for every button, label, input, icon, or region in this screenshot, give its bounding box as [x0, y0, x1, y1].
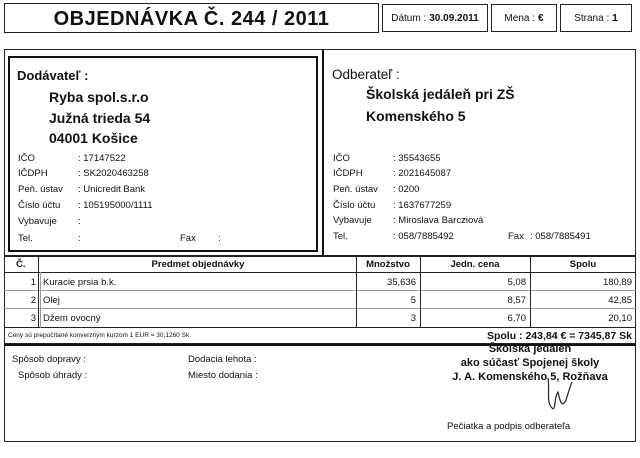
supplier-street: Južná trieda 54	[49, 110, 151, 126]
row-qty: 35,636	[386, 277, 416, 288]
row-qty: 3	[410, 313, 416, 324]
row-no: 2	[30, 295, 36, 306]
customer-heading: Odberateľ :	[332, 67, 400, 82]
page-box	[560, 4, 632, 32]
table-col-line	[40, 272, 41, 328]
supplier-heading: Dodávateľ :	[17, 68, 89, 83]
row-total: 180,89	[602, 277, 632, 288]
page-value: 1	[612, 12, 618, 24]
row-item: Kuracie prsia b.k.	[43, 277, 117, 288]
supplier-name: Ryba spol.s.r.o	[49, 89, 149, 105]
supplier-ico-value: : 17147522	[78, 153, 126, 164]
customer-handler-label: Vybavuje	[333, 215, 372, 226]
order-title-box	[4, 3, 379, 33]
payment-label: Spôsob úhrady :	[18, 370, 88, 381]
customer-ico-label: IČO	[333, 153, 350, 164]
transport-label: Spôsob dopravy :	[12, 354, 86, 365]
table-row-line	[4, 290, 636, 291]
bottom-border	[4, 441, 636, 442]
row-total: 20,10	[608, 313, 632, 324]
customer-ico-value: : 35543655	[393, 153, 441, 164]
customer-tel-value: : 058/7885492	[393, 231, 454, 242]
supplier-handler-label: Vybavuje	[18, 216, 57, 227]
customer-icdph-label: IČDPH	[333, 168, 363, 179]
customer-street: Komenského 5	[366, 108, 466, 124]
customer-fax-value: : 058/7885491	[530, 231, 591, 242]
signature-caption: Pečiatka a podpis odberateľa	[447, 421, 571, 432]
row-item: Džem ovocný	[43, 313, 101, 324]
signature-mark	[540, 372, 580, 414]
row-unit-price: 5,08	[507, 277, 526, 288]
supplier-tel-value: :	[78, 233, 81, 244]
supplier-fax-value: :	[218, 233, 221, 244]
supplier-tel-label: Tel.	[18, 233, 33, 244]
delivery-term-label: Dodacia lehota :	[188, 354, 257, 365]
col-header-qty: Množstvo	[366, 259, 410, 270]
row-qty: 5	[410, 295, 416, 306]
supplier-icdph-value: : SK2020463258	[78, 168, 149, 179]
row-item: Olej	[43, 295, 60, 306]
supplier-icdph-label: IČDPH	[18, 168, 48, 179]
customer-fax-label: Fax	[508, 231, 524, 242]
supplier-account-value: : 105195000/1111	[78, 200, 153, 211]
footer-right-border	[635, 346, 636, 442]
currency-label: Mena :	[504, 12, 535, 24]
customer-bank-value: : 0200	[393, 184, 420, 195]
col-header-item: Predmet objednávky	[151, 259, 245, 270]
supplier-ico-label: IČO	[18, 153, 35, 164]
table-header-line	[4, 272, 636, 273]
customer-stamp	[440, 342, 620, 384]
table-row-line	[4, 308, 636, 309]
stamp-line: ako súčasť Spojenej školy	[460, 357, 600, 369]
row-no: 1	[30, 277, 36, 288]
date-value: 30.09.2011	[429, 12, 479, 24]
exchange-rate-note: Ceny sú prepočítané konverzným kurzom 1 EUR = 30,1260 Sk.	[8, 332, 191, 339]
customer-account-value: : 1637677259	[393, 200, 452, 211]
customer-tel-label: Tel.	[333, 231, 348, 242]
supplier-city: 04001 Košice	[49, 130, 138, 146]
footer-left-border	[4, 346, 5, 442]
col-header-unit: Jedn. cena	[450, 259, 500, 270]
supplier-bank-value: : Unicredit Bank	[78, 184, 146, 195]
grand-total: Spolu : 243,84 € = 7345,87 Sk	[486, 330, 632, 342]
col-header-no: Č.	[16, 259, 26, 270]
currency-value: €	[538, 12, 544, 24]
page-label: Strana :	[574, 12, 610, 24]
supplier-account-label: Číslo účtu	[18, 200, 61, 211]
date-label: Dátum :	[391, 12, 427, 24]
stamp-line: Školská jedáleň	[488, 343, 572, 355]
customer-handler-value: : Miroslava Barcziová	[393, 215, 484, 226]
customer-icdph-value: : 2021645087	[393, 168, 452, 179]
delivery-place-label: Miesto dodania :	[188, 370, 258, 381]
order-title: OBJEDNÁVKA Č. 244 / 2011	[53, 8, 330, 30]
supplier-bank-label: Peň. ústav	[18, 184, 63, 195]
table-col-line	[38, 256, 39, 328]
stamp-line: J. A. Komenského 5, Rožňava	[452, 371, 608, 383]
supplier-handler-value: :	[78, 216, 81, 227]
parties-divider	[322, 49, 324, 256]
row-no: 3	[30, 313, 36, 324]
row-unit-price: 6,70	[507, 313, 526, 324]
date-box	[382, 4, 488, 32]
customer-account-label: Číslo účtu	[333, 200, 376, 211]
supplier-fax-label: Fax	[180, 233, 196, 244]
currency-box	[491, 4, 557, 32]
row-total: 42,85	[608, 295, 632, 306]
row-unit-price: 8,57	[507, 295, 526, 306]
customer-name: Školská jedáleň pri ZŠ	[366, 86, 515, 102]
col-header-total: Spolu	[569, 259, 597, 270]
customer-bank-label: Peň. ústav	[333, 184, 378, 195]
